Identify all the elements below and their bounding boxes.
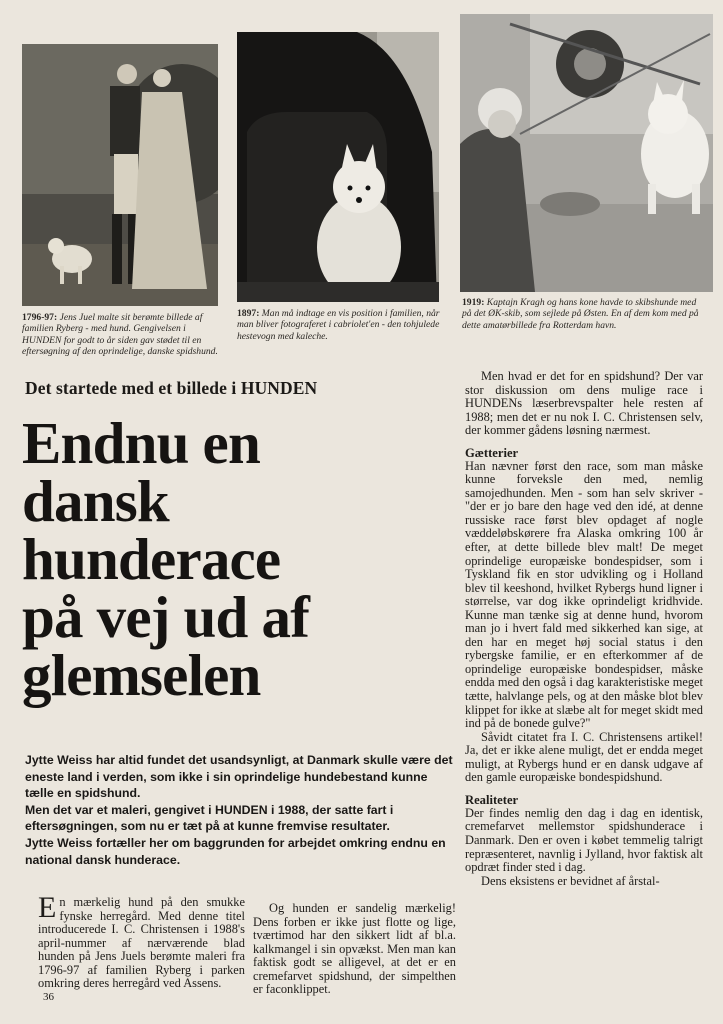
headline-line-5: glemselen [22,642,261,708]
body-column-3 [465,370,703,888]
col3-p4: Der findes nemlig den dag i dag en identisk, cremefarvet mellemstor spidshunderace i Danmark. Den er oven i købet temmelig talrigt repræsenteret, navnlig i Jylland, hvor faktisk alt opdræt finder sted i dag. [465,805,703,875]
body-column-2 [253,902,456,997]
drop-cap: E [38,891,57,924]
photo2-caption [237,308,447,342]
photo1-year: 1796-97: [22,312,58,323]
photo2-text: Man må indtage en vis position i familien, når man bliver fotograferet i cabriolet'en - den tohjulede hestevogn med kaleche. [237,308,440,342]
col3-p2: Han nævner først den race, som man måske kunne forveksle den med, nemlig samojedhunden. Men - som han selv skriver - "der er jo bare den hage ved den idé, at denne russiske race først blev opdaget af nogle væddeløbskørere fra Alaska omkring 100 år efter, at dette billede blev malt! De meget oprindelige europæiske bondespidser, som i Tyskland fik en stor udvikling og i Holland blev til keeshond, hvilket Rybergs hund ligner i størrelse, var dog ikke oprindeligt kridhvide. Kunne man tænke sig at denne hund, hvorom man jo i hvert fald med sikkerhed kan sige, at den har en meget høj social status i den rybergske familie, er en efterkommer af de oprindelige europæiske bondespidser, måske endda med den også i dag karakteristiske meget tætte, halvlange pels, og at den måske blot blev klippet for ikke at slæbe alt for meget skidt med ind på de bonede gulve?" [465,458,703,731]
photo-ship-dog [460,14,713,292]
headline-line-3: hunderace [22,526,281,592]
lead-p2: Men det var et maleri, gengivet i HUNDEN i 1988, der satte fart i eftersøgningen, som nu er tæt på at kunne fremvise resultater. [25,802,394,834]
page-number: 36 [43,991,54,1003]
col3-p5: Dens eksistens er bevidnet af årstal- [481,873,660,888]
photo1-text: Jens Juel malte sit berømte billede af familien Ryberg - med hund. Gengivelsen i HUNDEN for godt to år siden gav stødet til en eftersøgning af den oprindelige, danske spidshund. [22,312,218,358]
photo-cabriolet-dog [237,32,439,302]
headline-line-4: på vej ud af [22,584,310,650]
photo-ryberg-painting [22,44,218,306]
col3-p3: Såvidt citatet fra I. C. Christensens artikel! Ja, det er ikke alene muligt, det er endda meget muligt, at Rybergs hund er en dansk udgave af den gamle europæiske bondespidshund. [465,729,703,785]
headline [22,410,442,708]
lead-p3: Jytte Weiss fortæller her om baggrunden for arbejdet omkring endnu en national dansk hunderace. [25,835,446,867]
photo3-year: 1919: [462,297,485,308]
col3-p1: Men hvad er det for en spidshund? Der var stor diskussion om dens mulige race i HUNDENs læserbrevspalter hele resten af 1988; men det er nu nok I. C. Christensen selv, der kommer gådens løsning nærmest. [465,369,703,438]
col1-text: n mærkelig hund på den smukke fynske herregård. Med denne titel introducerede I. C. Christensen i 1988's april-nummer af nærværende blad hunden på Jens Juels berømte maleri fra 1796-97 af familien Ryberg i parken omkring deres herregård ved Assens. [38,895,245,990]
kicker: Det startede med et billede i HUNDEN [25,378,318,398]
subheading-realiteter: Realiteter [465,792,519,807]
body-column-1 [38,891,245,991]
lead-p1: Jytte Weiss har altid fundet det usandsynligt, at Danmark skulle være det eneste land i verden, som ikke i sin oprindelige hundebestand kunne tælle en spidshund. [25,753,453,801]
photo2-year: 1897: [237,308,260,319]
lead-paragraph [25,752,453,868]
headline-line-2: dansk [22,468,169,534]
col2-paragraph: Og hunden er sandelig mærkelig! Dens forben er ikke just flotte og lige, tværtimod har den sikkert lidt af bl.a. kalkmangel i sin opvækst. Men man kan faktisk godt se alligevel, at det er en cremefarvet spidshund, der simpelthen er faconklippet. [253,901,456,996]
headline-line-1: Endnu en [22,410,260,476]
col1-paragraph [38,891,245,991]
subheading-gaetterier: Gætterier [465,445,519,460]
photo1-caption [22,312,220,358]
photo3-caption [462,297,700,331]
photo3-text: Kaptajn Kragh og hans kone havde to skibshunde med på det ØK-skib, som sejlede på Østen. En af dem kom med på dette amatørbillede fra Rotterdam havn. [462,297,699,331]
